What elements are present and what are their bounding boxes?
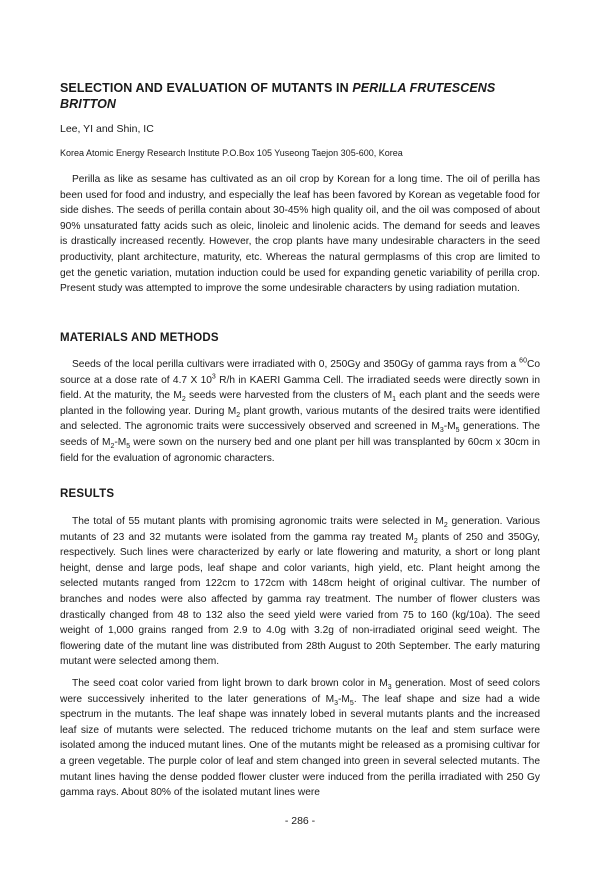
- authors: Lee, YI and Shin, IC: [60, 123, 154, 135]
- methods-paragraph: Seeds of the local perilla cultivars were irradiated with 0, 250Gy and 350Gy of gamma rays from a $^{60}$Co source at a dose rate of 4.7 X $10^3$ R/h in KAERI Gamma Cell. The irradiated seeds were directly sown in field. At the maturity, the $M_2$ seeds were harvested from the clusters of $M_1$ each plant and the seeds were planted in the following year. During $M_2$ plant growth, various mutants of the desired traits were identified and selected. The agronomic traits were successively observed and screened in $M_3-M_5$ generations. The seeds of $M_2-M_5$ were sown on the nursery bed and one plant per hill was transplanted by 60cm x 30cm in field for the evaluation of agronomic characters.: [60, 357, 540, 464]
- results-paragraph-1: The total of 55 mutant plants with promising agronomic traits were selected in $M_2$ generation. Various mutants of 23 and 32 mutants were isolated from the gamma ray treated $M_2$ plants of 250 and 350Gy, respectively. Such lines were characterized by early or late flowering and maturity, a short or long plant height, dense and large pods, leaf shape and color variants, high yield, etc. Plant height among the selected mutants ranged from 122cm to 172cm with 148cm height of original cultivar. The number of branches and nodes were also affected by gamma ray treatment. The number of flower clusters was drastically changed from 48 to 132 also the seed yield were varied from 75 to 160 (kg/10a). The seed weight of 1,000 grains ranged from 2.9 to 4.0g with 3.2g of non-irradiated original seed weight. The flowering date of the mutant line was distributed from 28th August to 20th September. The early maturing mutant were selected among them.: [60, 516, 540, 668]
- intro-paragraph: Perilla as like as sesame has cultivated as an oil crop by Korean for a long time. The oil of perilla has been used for food and industry, and especially the leaf has been favored by Korean as vegetable food for side dishes. The seeds of perilla contain about 30-45% high quality oil, and the oil was composed of about 90% unsaturated fatty acids such as oleic, linoleic and linolenic acids. The demand for seeds and leaves is drastically increased recently. However, the crop plants have many undesirable characters in the seed productivity, plant architecture, maturity, etc. Whereas the natural germplasms of this crop are limited to get the genetic variation, mutation induction could be used for expanding genetic variability of perilla crop. Present study was attempted to improve the some undesirable characters by using radiation mutation.: [60, 174, 540, 295]
- title-species: PERILLA FRUTESCENS BRITTON: [60, 81, 496, 111]
- affiliation: Korea Atomic Energy Research Institute P.O.Box 105 Yuseong Taejon 305-600, Korea: [60, 148, 403, 158]
- methods-heading: MATERIALS AND METHODS: [60, 332, 219, 344]
- page-number: - 286 -: [284, 815, 316, 827]
- results-heading: RESULTS: [60, 488, 115, 500]
- paper-title: [60, 80, 540, 112]
- title-prefix: SELECTION AND EVALUATION OF MUTANTS IN: [60, 81, 353, 95]
- results-paragraph-2: The seed coat color varied from light brown to dark brown color in $M_3$ generation. Most of seed colors were successively inherited to the later generations of $M_3-M_5$. The leaf shape and size had a wide spectrum in the mutants. The leaf shape was innately lobed in several mutants plants and the increased leaf size of mutants were selected. The reduced trichome mutants on the leaf and stem surface were isolated among the induced mutant lines. One of the mutants might be released as a promising cultivar for a green vegetable. The purple color of leaf and stem changed into green in several selected mutants. The mutant lines having the dense podded flower cluster were induced from the perilla irradiated with 250 Gy gamma rays. About 80% of the isolated mutant lines were: [60, 678, 540, 799]
